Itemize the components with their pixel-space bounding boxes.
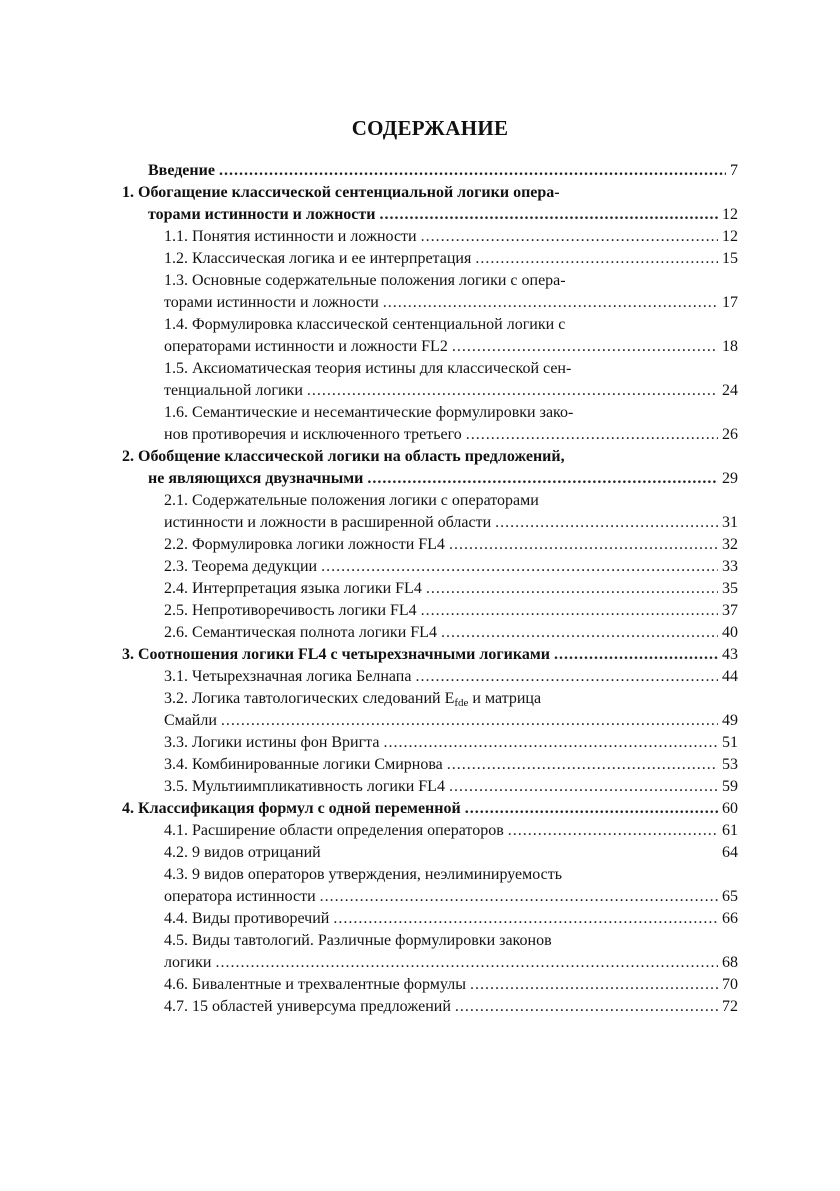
dot-leader (367, 469, 718, 489)
toc-entry[interactable] (164, 425, 738, 445)
toc-entry-page: 17 (722, 294, 738, 311)
toc-entry[interactable] (164, 271, 738, 291)
toc-entry[interactable] (164, 755, 738, 775)
toc-entry[interactable] (122, 645, 738, 665)
dot-leader (426, 579, 718, 599)
toc-entry[interactable] (164, 689, 738, 709)
toc-entry-page: 44 (722, 668, 738, 685)
dot-leader (449, 777, 718, 797)
toc-entry-text: 3.4. Комбинированные логики Смирнова (164, 756, 443, 773)
toc-entry-text: 3.1. Четырехзначная логика Белнапа (164, 668, 412, 685)
toc-entry-text: 4.7. 15 областей универсума предложений (164, 998, 451, 1015)
toc-entry[interactable] (164, 315, 738, 335)
page-title: СОДЕРЖАНИЕ (351, 116, 509, 140)
dot-leader (475, 249, 718, 269)
dot-leader (470, 975, 718, 995)
toc-entry-text: 2.4. Интерпретация языка логики FL4 (164, 580, 422, 597)
toc-entry-page: 33 (722, 558, 738, 575)
toc-entry[interactable] (164, 227, 738, 247)
toc-entry-page: 12 (722, 206, 738, 223)
toc-entry-page: 60 (722, 800, 738, 817)
toc-entry[interactable] (164, 557, 738, 577)
toc-entry[interactable] (164, 887, 738, 907)
toc-entry[interactable] (148, 205, 738, 225)
toc-entry-text: 2.1. Содержательные положения логики с операторами (164, 492, 539, 509)
dot-leader (495, 513, 718, 533)
toc-entry[interactable] (164, 953, 738, 973)
toc-entry-page: 66 (722, 910, 738, 927)
toc-entry-text: 2.3. Теорема дедукции (164, 558, 318, 575)
toc-entry[interactable] (122, 183, 738, 203)
toc-entry-text: 2.6. Семантическая полнота логики FL4 (164, 624, 437, 641)
toc-entry-page: 43 (722, 646, 738, 663)
toc-entry-text: Смайли (164, 712, 217, 729)
toc-entry[interactable] (164, 997, 738, 1017)
toc-entry-text: Введение (148, 162, 215, 179)
toc-entry[interactable] (164, 491, 738, 511)
toc-entry[interactable] (164, 777, 738, 797)
toc-entry-page: 15 (722, 250, 738, 267)
dot-leader (452, 337, 718, 357)
toc-entry-text: операторами истинности и ложности FL2 (164, 338, 448, 355)
toc-entry-text: истинности и ложности в расширенной области (164, 514, 492, 531)
toc-entry-text: 1.2. Классическая логика и ее интерпретация (164, 250, 472, 267)
toc-entry-text: 4.5. Виды тавтологий. Различные формулировки законов (164, 932, 552, 949)
toc-entry-text: 3.3. Логики истины фон Вригта (164, 734, 380, 751)
toc-entry-text: 2.5. Непротиворечивость логики FL4 (164, 602, 417, 619)
toc-entry[interactable] (164, 667, 738, 687)
toc-entry[interactable] (164, 359, 738, 379)
toc-entry-text-part: 3.2. Логика тавтологических следований E (164, 690, 455, 707)
toc-entry-text: 1.5. Аксиоматическая теория истины для классической сен- (164, 360, 572, 377)
toc-entry-text: 1.1. Понятия истинности и ложности (164, 228, 417, 245)
toc-entry[interactable] (164, 931, 738, 951)
toc-entry-text: 4.3. 9 видов операторов утверждения, неэлиминируемость (164, 866, 563, 883)
toc-entry-text: нов противоречия и исключенного третьего (164, 426, 462, 443)
toc-entry-text: не являющихся двузначными (148, 470, 364, 487)
toc-entry[interactable] (164, 601, 738, 621)
toc-entry[interactable] (164, 579, 738, 599)
dot-leader (379, 205, 718, 225)
toc-entry[interactable] (164, 843, 738, 863)
toc-entry-page: 59 (722, 778, 738, 795)
toc-entry-text: 4.4. Виды противоречий (164, 910, 330, 927)
toc-entry-text: торами истинности и ложности (164, 294, 379, 311)
dot-leader (508, 821, 718, 841)
toc-entry-page: 7 (730, 162, 738, 179)
toc-entry[interactable] (122, 799, 738, 819)
toc-entry-page: 18 (722, 338, 738, 355)
toc-entry-text: тенциальной логики (164, 382, 303, 399)
toc-entry[interactable] (164, 293, 738, 313)
dot-leader (421, 601, 718, 621)
toc-entry-text: 4.2. 9 видов отрицаний (164, 844, 321, 861)
toc-entry[interactable] (164, 909, 738, 929)
toc-entry-page: 51 (722, 734, 738, 751)
toc-entry-text: 4.1. Расширение области определения операторов (164, 822, 504, 839)
toc-entry-page: 37 (722, 602, 738, 619)
dot-leader (221, 711, 718, 731)
toc-entry-page: 49 (722, 712, 738, 729)
toc-entry[interactable] (164, 403, 738, 423)
dot-leader (415, 667, 718, 687)
toc-entry[interactable] (148, 469, 738, 489)
dot-leader (219, 161, 726, 181)
dot-leader (449, 535, 718, 555)
dot-leader (466, 425, 718, 445)
toc-entry[interactable] (164, 711, 738, 731)
toc-entry[interactable] (164, 821, 738, 841)
dot-leader (383, 293, 718, 313)
dot-leader (307, 381, 718, 401)
dot-leader (455, 997, 718, 1017)
toc-entry[interactable] (164, 337, 738, 357)
toc-entry-text: 4.6. Бивалентные и трехвалентные формулы (164, 976, 466, 993)
toc-entry-text: оператора истинности (164, 888, 316, 905)
dot-leader (554, 645, 718, 665)
toc-entry-page: 12 (722, 228, 738, 245)
toc-entry-text: 4. Классификация формул с одной переменной (122, 800, 461, 817)
dot-leader (383, 733, 718, 753)
toc-entry[interactable] (164, 975, 738, 995)
dot-leader (421, 227, 718, 247)
toc-entry-text: 1.4. Формулировка классической сентенциальной логики с (164, 316, 566, 333)
toc-entry[interactable] (164, 623, 738, 643)
toc-entry-text: 3.5. Мультиимпликативность логики FL4 (164, 778, 445, 795)
toc-entry-page: 70 (722, 976, 738, 993)
dot-leader (215, 953, 718, 973)
toc-entry-page: 29 (722, 470, 738, 487)
toc-entry-text: 3. Соотношения логики FL4 с четырехзначными логиками (122, 646, 550, 663)
toc-entry-text: 1. Обогащение классической сентенциальной логики опера- (122, 184, 560, 201)
toc-entry-page: 61 (722, 822, 738, 839)
toc-entry-page: 68 (722, 954, 738, 971)
toc-entry-page: 24 (722, 382, 738, 399)
toc-entry[interactable] (164, 381, 738, 401)
toc-entry-text: 1.6. Семантические и несемантические формулировки зако- (164, 404, 574, 421)
toc-entry[interactable] (122, 447, 738, 467)
toc-entry-page: 31 (722, 514, 738, 531)
dot-leader (441, 623, 718, 643)
toc-entry[interactable] (164, 865, 738, 885)
toc-entry[interactable] (164, 733, 738, 753)
dot-leader (465, 799, 718, 819)
toc-entry-text (164, 689, 541, 709)
toc-entry[interactable] (164, 249, 738, 269)
toc-entry-page: 26 (722, 426, 738, 443)
toc-entry-text: 1.3. Основные содержательные положения логики с опера- (164, 272, 566, 289)
toc-entry[interactable] (164, 513, 738, 533)
toc-entry-text-part: и матрица (468, 690, 542, 707)
toc-entry-page: 64 (722, 844, 738, 861)
toc-entry-page: 72 (722, 998, 738, 1015)
toc-entry-page: 53 (722, 756, 738, 773)
toc-entry-text: торами истинности и ложности (148, 206, 376, 223)
toc-entry[interactable] (148, 161, 738, 181)
dot-leader (333, 909, 718, 929)
toc-entry[interactable] (164, 535, 738, 555)
dot-leader (447, 755, 718, 775)
toc-entry-text: 2.2. Формулировка логики ложности FL4 (164, 536, 445, 553)
dot-leader (320, 887, 718, 907)
toc-entry-text: логики (164, 954, 212, 971)
toc-entry-page: 40 (722, 624, 738, 641)
toc-entry-page: 32 (722, 536, 738, 553)
toc-entry-page: 35 (722, 580, 738, 597)
subscript: fde (454, 697, 469, 709)
toc-entry-text: 2. Обобщение классической логики на область предложений, (122, 448, 565, 465)
toc-entry-page: 65 (722, 888, 738, 905)
dot-leader (321, 557, 718, 577)
